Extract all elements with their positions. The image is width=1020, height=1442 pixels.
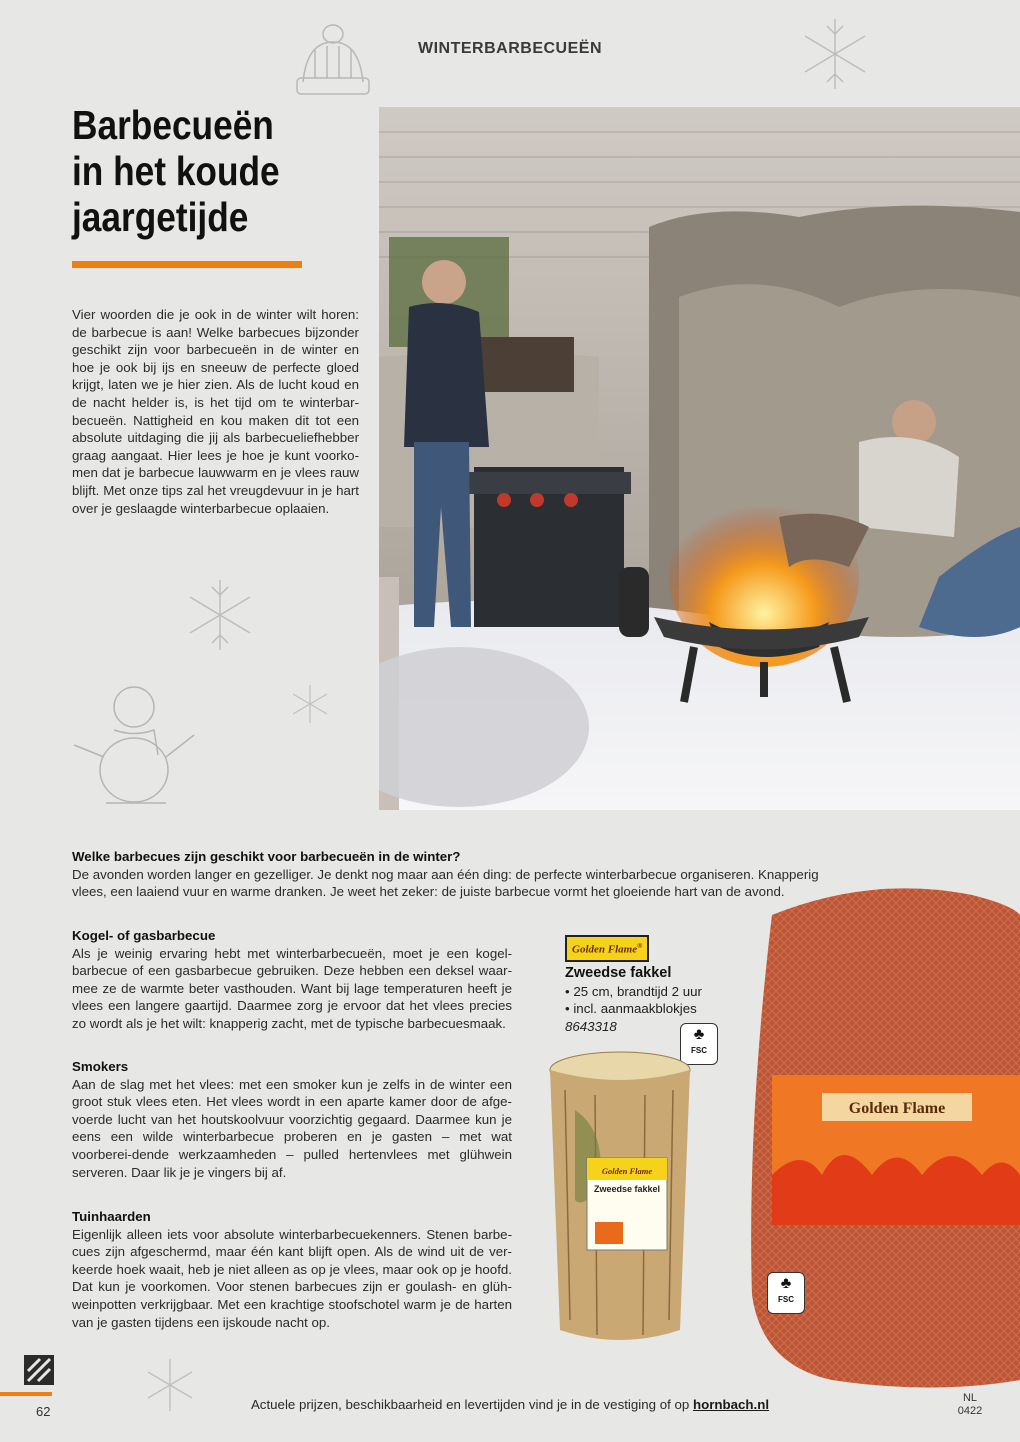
edition-code: NL 0422 [957,1392,983,1417]
fsc-certification-icon: ♣ FSC [680,1023,718,1065]
section-heading: Tuinhaarden [72,1209,151,1224]
section-text: Als je weinig ervaring hebt met winterbarbecueën, moet je een kogel-barbecue of een gasbarbecue gebruiken. Deze hebben een deksel waar-mee ze de warmte beter vasthouden. Want bij lage temperaturen heeft je vlees een langere gaartijd. Daarmee zorg je ervoor dat het vlees precies zo wordt als je het wilt: knapperig zacht, met de typische barbecuesmaak. [72,945,512,1031]
section-text: De avonden worden langer en gezelliger. Je denkt nog maar aan één ding: de perfecte winterbarbecue organiseren. Knapperig vlees, een laaiend vuur en warme dranken. Je weet het zeker: de juiste barbecue vormt het gloeiende hart van de avond. [72,866,819,900]
section-heading: Smokers [72,1059,129,1074]
swedish-torch-image [545,1050,695,1345]
product-bullet: • incl. aanmaakblokjes [565,1001,697,1017]
title-line: in het koude [72,148,280,194]
bag-brand-label: Golden Flame [848,1100,946,1117]
fsc-certification-icon: ♣ FSC [767,1272,805,1314]
hero-photo [379,107,1020,810]
section-heading: Welke barbecues zijn geschikt voor barbecueën in de winter? [72,849,461,864]
title-line: Barbecueën [72,102,274,148]
snowflake-icon [288,682,332,726]
product-bullet: • 25 cm, brandtijd 2 uur [565,983,702,999]
website-link[interactable]: hornbach.nl [692,1397,770,1412]
section-winter-bbq [72,848,832,901]
section-kettle-gas [72,927,512,1033]
section-text: Aan de slag met het vlees: met een smoker kun je zelfs in de winter een groot stuk vlees eten. Het vlees wordt in een aparte kamer door de afge-voerde lucht van het houtskoolvuur voorzichtig gegaard. Daarmee kun je eens een wilde winterbarbecue proberen en je gasten – met wat voorberei-dende werkzaamheden – pulled hertenvlees met glühwein serveren. Daar lik je je vingers bij af. [72,1076,512,1180]
footer-note: Actuele prijzen, beschikbaarheid en levertijden vind je in de vestiging of op hornbach.nl [250,1397,770,1412]
snowflake-icon [180,575,260,655]
section-heading: Kogel- of gasbarbecue [72,928,216,943]
title-line: jaargetijde [72,194,249,240]
section-garden-hearths [72,1208,512,1331]
page-accent-bar [0,1392,52,1396]
firewood-bag-image [732,875,1020,1395]
torch-label-brand: Golden Flame [601,1166,653,1176]
section-text: Eigenlijk alleen iets voor absolute winterbarbecuekenners. Stenen barbe-cues zijn afgeschermd, maar één kant blijft open. Als de wind uit de ver-keerde hoek waait, heb je niet alleen as op je vlees, maar ook op je hoofd. Dat kun je voorkomen. Voor stenen barbecues zijn er goulash- en glüh-weinpotten verkrijgbaar. Met een krachtige stoofschotel warm je de harten van je gasten tijdens een ijskoude nacht op. [72,1226,512,1330]
hornbach-logo-icon [24,1355,54,1385]
brand-logo: Golden Flame® [565,935,649,962]
title-underline [72,261,302,268]
product-name: Zweedse fakkel [565,965,672,982]
article-number: 8643318 [565,1018,617,1034]
torch-label-name: Zweedse fakkel [593,1184,661,1194]
snowman-doodle [66,675,196,810]
article-title [72,102,330,240]
page-number: 62 [36,1404,51,1419]
intro-paragraph: Vier woorden die je ook in de winter wilt horen: de barbecue is aan! Welke barbecues bijzonder geschikt zijn voor barbecueën in de winter en hoe je ook bij ijs en sneeuw de perfecte gloed krijgt, laten we je hier zien. Als de lucht koud en de nacht helder is, is het tijd om te winterbar-becueën. Nattigheid en kou maken dit tot een absolute uitdaging die jij als barbecueliefhebber graag aangaat. Hier lees je hoe je kunt voorko-men dat je barbecue lauwwarm en je vlees rauw blijft. Met onze tips zal het vreugdevuur in je hart over je geslaagde winterbarbecue oplaaien. [72,307,359,516]
section-label: WINTERBARBECUEËN [418,40,602,57]
winter-hat-doodle [285,20,375,105]
section-smokers [72,1058,512,1181]
